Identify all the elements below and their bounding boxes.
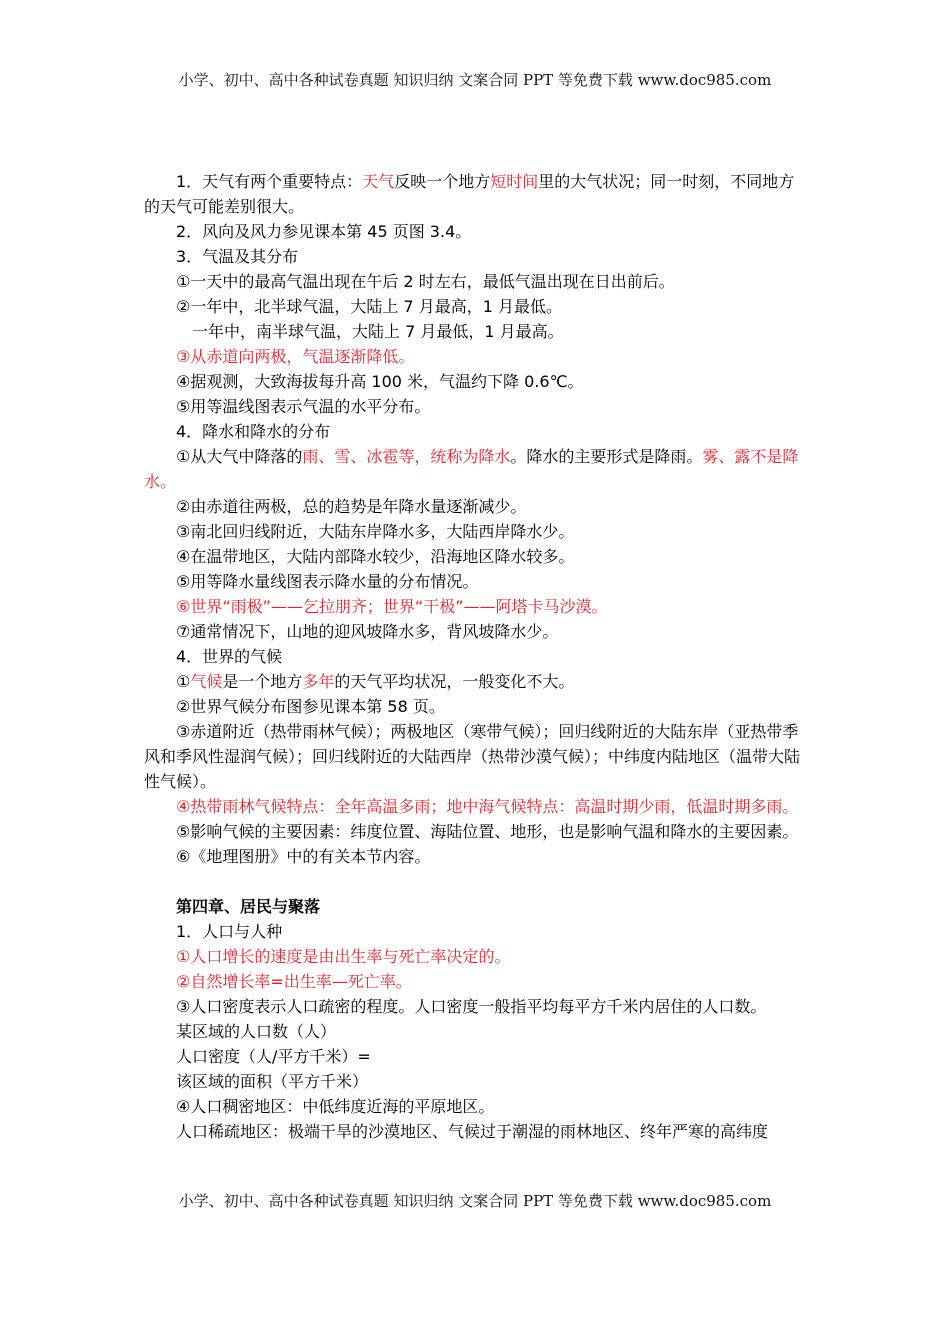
highlight-weather: 天气 [362, 172, 395, 191]
list-item: ③赤道附近（热带雨林气候）；两极地区（寒带气候）；回归线附近的大陆东岸（亚热带季风和季风性湿润气候）；回归线附近的大陆西岸（热带沙漠气候）；中纬度内陆地区（温带大陆性气候）。 [144, 722, 801, 791]
list-item [144, 669, 808, 694]
list-item-highlight: ②自然增长率=出生率—死亡率。 [176, 972, 412, 991]
text-run: 反映一个地方 [394, 172, 491, 191]
document-body [144, 169, 808, 1144]
list-item-highlight: ⑥世界“雨极”——乞拉朋齐；世界“干极”——阿塔卡马沙漠。 [176, 597, 608, 616]
heading-precipitation: 4．降水和降水的分布 [176, 422, 331, 441]
text-run: 里的大气状况；同一时刻，不同地方的天气可能差别很大。 [144, 172, 795, 216]
highlight-fog-dew: 雾、露不是降水。 [144, 447, 799, 491]
paragraph-wind: 2．风向及风力参见课本第 45 页图 3.4。 [176, 222, 472, 241]
list-item: ②由赤道往两极，总的趋势是年降水量逐渐减少。 [176, 497, 527, 516]
spacer [144, 869, 808, 894]
list-item: 一年中，南半球气温，大陆上 7 月最低，1 月最高。 [192, 322, 564, 341]
list-item: ⑤用等降水量线图表示降水量的分布情况。 [176, 572, 479, 591]
list-item [144, 444, 808, 494]
list-item: ⑤影响气候的主要因素：纬度位置、海陆位置、地形，也是影响气温和降水的主要因素。 [176, 822, 799, 841]
list-item-highlight: ③从赤道向两极，气温逐渐降低。 [176, 347, 415, 366]
highlight-climate: 气候 [190, 672, 223, 691]
list-item: ④在温带地区，大陆内部降水较少，沿海地区降水较多。 [176, 547, 575, 566]
heading-temperature: 3．气温及其分布 [176, 247, 299, 266]
list-item: ④据观测，大致海拔每升高 100 米，气温约下降 0.6℃。 [176, 372, 584, 391]
chapter-title: 第四章、居民与聚落 [176, 897, 321, 916]
heading-population: 1．人口与人种 [176, 922, 283, 941]
list-item: ③南北回归线附近，大陆东岸降水多，大陆西岸降水少。 [176, 522, 575, 541]
list-item: ①一天中的最高气温出现在午后 2 时左右，最低气温出现在日出前后。 [176, 272, 675, 291]
list-item: ③人口密度表示人口疏密的程度。人口密度一般指平均每平方千米内居住的人口数。 [176, 997, 767, 1016]
text-run: 1．天气有两个重要特点： [176, 172, 363, 191]
list-item: ⑦通常情况下，山地的迎风坡降水多，背风坡降水少。 [176, 622, 559, 641]
list-item: ②一年中，北半球气温，大陆上 7 月最高，1 月最低。 [176, 297, 562, 316]
list-item: ⑤用等温线图表示气温的水平分布。 [176, 397, 431, 416]
list-item: ④人口稠密地区：中低纬度近海的平原地区。 [176, 1097, 495, 1116]
list-item: ②世界气候分布图参见课本第 58 页。 [176, 697, 445, 716]
paragraph-weather-features [144, 169, 808, 219]
list-item: 人口稀疏地区：极端干旱的沙漠地区、气候过于潮湿的雨林地区、终年严寒的高纬度 [176, 1122, 769, 1141]
text-run: ① [176, 672, 191, 691]
heading-climate: 4．世界的气候 [176, 647, 283, 666]
page-header: 小学、初中、高中各种试卷真题 知识归纳 文案合同 PPT 等免费下载 www.doc985.com [178, 71, 772, 89]
text-run: 的天气平均状况，一般变化不大。 [334, 672, 575, 691]
list-item-highlight: ①人口增长的速度是由出生率与死亡率决定的。 [176, 947, 511, 966]
highlight-precip-def: 雨、雪、冰雹等，统称为降水 [302, 447, 511, 466]
highlight-many-years: 多年 [302, 672, 335, 691]
list-item-highlight: ④热带雨林气候特点：全年高温多雨；地中海气候特点：高温时期少雨，低温时期多雨。 [176, 797, 799, 816]
highlight-short-time: 短时间 [490, 172, 539, 191]
text-run: 是一个地方 [222, 672, 303, 691]
page-footer: 小学、初中、高中各种试卷真题 知识归纳 文案合同 PPT 等免费下载 www.doc985.com [178, 1192, 772, 1210]
text-run: ①从大气中降落的 [176, 447, 303, 466]
text-run: 。降水的主要形式是降雨。 [510, 447, 703, 466]
formula-denominator: 该区域的面积（平方千米） [176, 1072, 369, 1091]
list-item: ⑥《地理图册》中的有关本节内容。 [176, 847, 431, 866]
formula-label: 人口密度（人/平方千米）= [176, 1047, 371, 1066]
formula-numerator: 某区域的人口数（人） [176, 1022, 337, 1041]
